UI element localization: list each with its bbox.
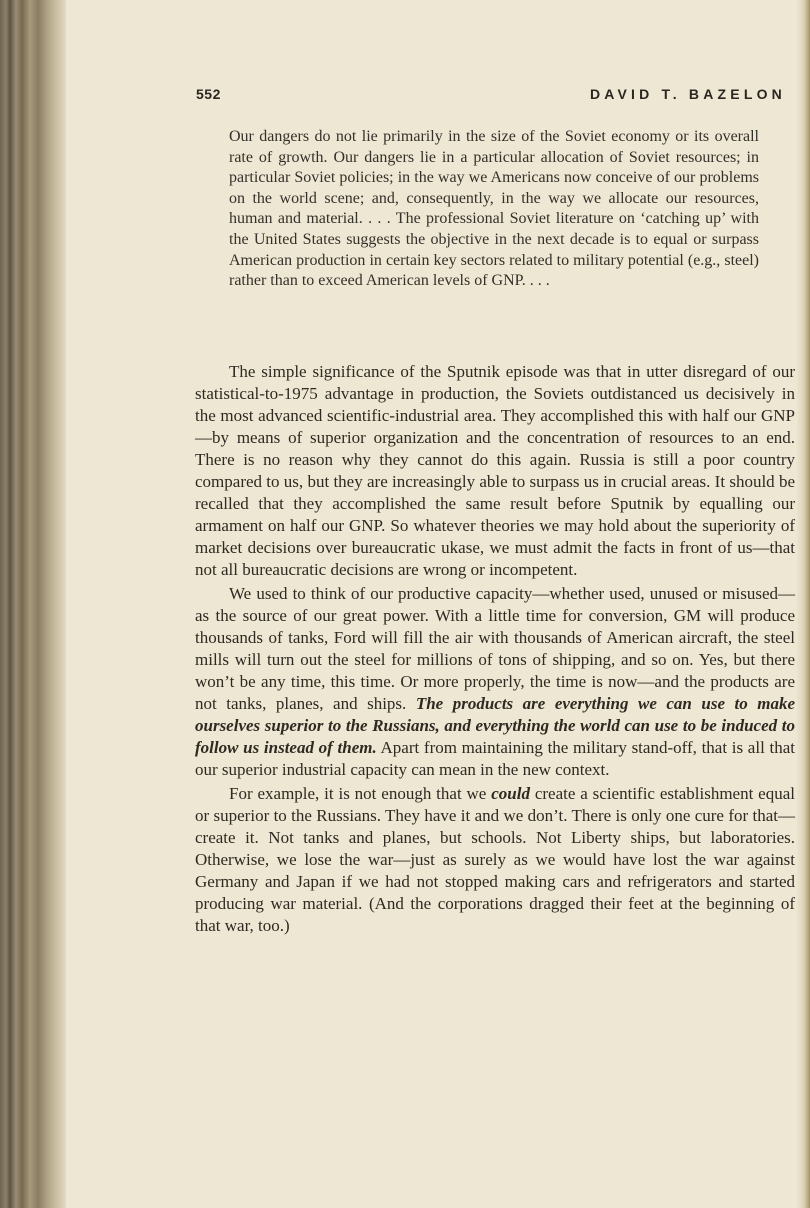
paragraph-3-text-b: create a scientific establishment equal or superior to the Russians. They have it and we don’t. There is only one cure for that—create it. Not tanks and planes, but schools. Not Liberty ships, but laboratories. Otherwise, we lose the war—just as surely as we would have lost the war against Germany and Japan if we had not stopped making cars and refrigerators and started producing war material. (And the corporations dragged their feet at the beginning of that war, too.)	[195, 784, 795, 935]
paragraph-2-emphasis: The products are everything we can use to make ourselves superior to the Russians, and everything the world can use to be induced to follow us instead of them.	[195, 694, 795, 757]
paragraph-3-text-a: For example, it is not enough that we	[229, 784, 492, 803]
page-edge	[796, 0, 810, 1208]
block-quote	[229, 127, 759, 292]
paragraph-3	[195, 783, 795, 937]
paragraph-1: The simple significance of the Sputnik episode was that in utter disregard of our statistical-to-1975 advantage in production, the Soviets outdistanced us decisively in the most advanced scientific-industrial area. They accomplished this with half our GNP—by means of superior organization and the concentration of resources to an end. There is no reason why they cannot do this again. Russia is still a poor country compared to us, but they are increasingly able to surpass us in crucial areas. It should be recalled that they accomplished the same result before Sputnik by equalling our armament on half our GNP. So whatever theories we may hold about the superiority of market decisions over bureaucratic ukase, we must admit the facts in front of us—that not all bureaucratic decisions are wrong or incompetent.	[195, 362, 795, 579]
paragraph-3-emphasis: could	[491, 784, 530, 803]
book-binding-gutter	[0, 0, 66, 1208]
running-head: DAVID T. BAZELON	[589, 86, 786, 102]
page-number: 552	[196, 86, 221, 102]
block-quote-text: Our dangers do not lie primarily in the size of the Soviet economy or its overall rate of growth. Our dangers lie in a particular allocation of Soviet resources; in particular Soviet policies; in the way we Americans now conceive of our problems on the world scene; and, consequently, in the way we allocate our resources, human and material. . . . The professional Soviet literature on ‘catching up’ with the United States suggests the objective in the next decade is to equal or surpass American production in certain key sectors related to military potential (e.g., steel) rather than to exceed American levels of GNP. . . .	[229, 128, 759, 290]
page-header	[196, 86, 786, 106]
paragraph-2-text-b: Apart from maintaining the military stand-off, that is all that our superior industrial capacity can mean in the new context.	[195, 738, 795, 779]
body-text	[195, 361, 795, 937]
paragraph-2	[195, 583, 795, 781]
paragraph-2-text-a: We used to think of our productive capacity—whether used, unused or misused—as the source of our great power. With a little time for conversion, GM will produce thousands of tanks, Ford will fill the air with thousands of American aircraft, the steel mills will turn out the steel for millions of tons of shipping, and so on. Yes, but there won’t be any time, this time. Or more properly, the time is now—and the products are not tanks, planes, and ships.	[195, 584, 795, 713]
